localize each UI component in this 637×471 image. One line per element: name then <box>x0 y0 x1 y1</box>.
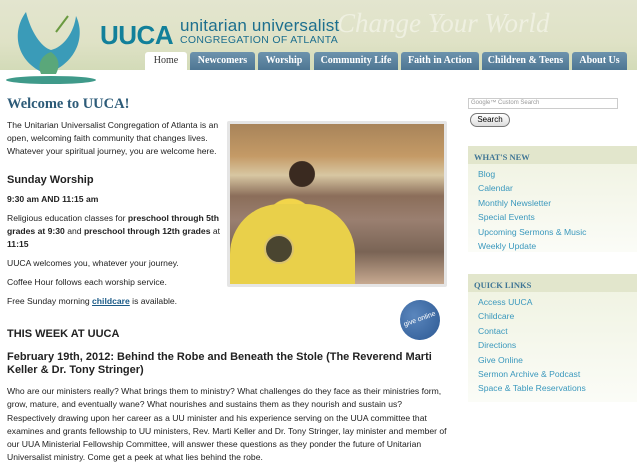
search-input[interactable]: Google™ Custom Search <box>468 98 618 109</box>
site-header <box>0 0 637 70</box>
whats-new-weekly-update[interactable]: Weekly Update <box>478 241 537 252</box>
welcome-text: UUCA welcomes you, whatever your journey. <box>7 258 179 268</box>
quick-link-childcare[interactable]: Childcare <box>478 311 515 322</box>
page-title: Welcome to UUCA! <box>7 96 130 112</box>
tab-newcomers[interactable]: Newcomers <box>190 52 255 70</box>
whats-new-heading: WHAT'S NEW <box>468 146 637 164</box>
tab-children-teens[interactable]: Children & Teens <box>482 52 569 70</box>
congregation-photo <box>227 121 447 287</box>
tab-community-life[interactable]: Community Life <box>314 52 398 70</box>
religious-education-text: Religious education classes for preschool through 5th grades at 9:30 and preschool through 12th grades at 11:15 <box>7 213 221 249</box>
tab-faith-in-action[interactable]: Faith in Action <box>401 52 479 70</box>
worship-times: 9:30 am AND 11:15 am <box>7 194 99 204</box>
quick-links-heading: QUICK LINKS <box>468 274 637 292</box>
whats-new-blog[interactable]: Blog <box>478 169 496 179</box>
tab-about-us[interactable]: About Us <box>572 52 627 70</box>
brand-line-2: CONGREGATION OF ATLANTA <box>180 34 338 46</box>
whats-new-calendar[interactable]: Calendar <box>478 183 513 194</box>
give-online-badge[interactable]: give online <box>394 294 445 345</box>
this-week-heading: THIS WEEK AT UUCA <box>7 328 120 340</box>
tagline: Change Your World <box>337 8 550 38</box>
quick-link-reservations[interactable]: Space & Table Reservations <box>478 383 586 394</box>
brand-line-1: unitarian universalist <box>180 16 340 35</box>
coffee-text: Coffee Hour follows each worship service. <box>7 277 167 287</box>
childcare-text: Free Sunday morning childcare is available. <box>7 296 178 306</box>
whats-new-newsletter[interactable]: Monthly Newsletter <box>478 197 552 208</box>
sermon-title: February 19th, 2012: Behind the Robe and Beneath the Stole (The Reverend Marti Keller & Dr. Tony Stringer) <box>7 351 432 376</box>
whats-new-sermons-music[interactable]: Upcoming Sermons & Music <box>478 226 587 237</box>
quick-link-give-online[interactable]: Give Online <box>478 354 523 365</box>
whats-new-box <box>468 146 637 252</box>
worship-heading: Sunday Worship <box>7 174 94 186</box>
main-content <box>7 96 452 463</box>
this-week-section <box>7 328 452 471</box>
sermon-description: Who are our ministers really? What brings them to ministry? What challenges do they face as their ministries form, grow, mature, and eventually wane? What nourishes and sustains them as they nourish and sustain us? Respectively drawing upon her career as a UU minister and his experience serving on the UUA committee that examines and grants fellowship to UU ministers, Rev. Marti Keller and Dr. Tony Stringer, lay minister and member of our UUA Ministerial Fellowship Committee, will answer these questions as they ponder the future of Unitarian Universalist ministry. Come get a peek at what lies behind the robe. <box>7 386 447 463</box>
intro-text: The Unitarian Universalist Congregation of Atlanta is an open, welcoming faith community that changes lives. Whatever your spiritual journey, you are welcome here. <box>7 120 219 156</box>
tab-home[interactable]: Home <box>145 52 187 70</box>
quick-link-access-uuca[interactable]: Access UUCA <box>478 297 533 307</box>
tab-worship[interactable]: Worship <box>258 52 310 70</box>
brand-logo-text[interactable]: UUCA <box>100 20 174 50</box>
quick-links-box <box>468 274 637 402</box>
quick-link-contact[interactable]: Contact <box>478 325 508 336</box>
quick-link-directions[interactable]: Directions <box>478 340 517 351</box>
whats-new-special-events[interactable]: Special Events <box>478 212 535 223</box>
phoenix-logo-icon[interactable] <box>6 2 96 86</box>
quick-link-sermon-archive[interactable]: Sermon Archive & Podcast <box>478 369 581 380</box>
sidebar <box>468 98 637 394</box>
search-button[interactable]: Search <box>470 113 510 127</box>
childcare-link[interactable]: childcare <box>92 296 130 306</box>
